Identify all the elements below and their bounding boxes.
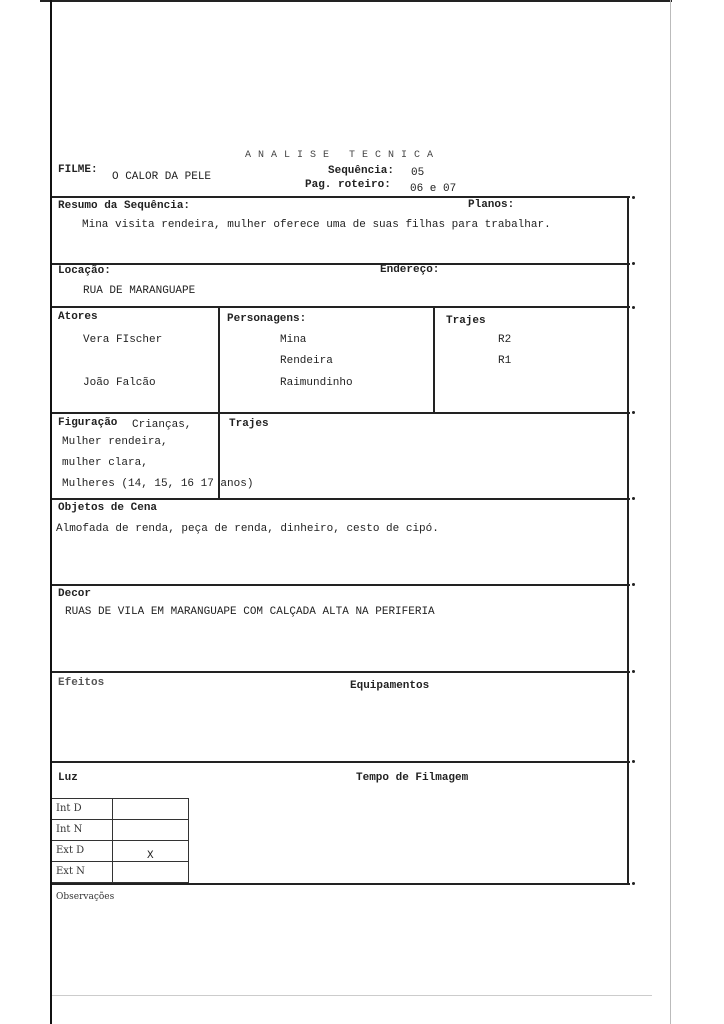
locacao-label: Locação: [58, 265, 111, 277]
decor-label: Decor [58, 588, 92, 600]
rule-objetos-top [52, 498, 630, 500]
personagem-1: Mina [280, 334, 307, 346]
margin-dot [632, 497, 635, 500]
luz-row-mark-3: X [147, 850, 154, 862]
figuracao-line-1: Crianças, [132, 419, 192, 431]
personagem-2: Rendeira [280, 355, 333, 367]
objetos-label: Objetos de Cena [58, 502, 158, 514]
luz-row-label-4: Ext N [56, 866, 85, 877]
endereco-label: Endereço: [380, 264, 440, 276]
luz-table-right [188, 798, 189, 883]
margin-dot [632, 670, 635, 673]
page-bottom-edge [52, 995, 652, 996]
figuracao-line-3: mulher clara, [62, 457, 148, 469]
rule-atores-top [52, 306, 630, 308]
objetos-text: Almofada de renda, peça de renda, dinheiro, cesto de cipó. [56, 523, 439, 535]
rule-form-bottom [52, 883, 630, 885]
luz-row-label-2: Int N [56, 824, 83, 835]
margin-dot [632, 760, 635, 763]
luz-row-label-3: Ext D [56, 845, 85, 856]
margin-dot [632, 583, 635, 586]
page-right-edge [670, 0, 671, 1024]
luz-row-label-1: Int D [56, 803, 82, 814]
planos-label: Planos: [468, 199, 515, 211]
form-title: ANALISE TECNICA [245, 150, 441, 161]
page-left-edge [50, 0, 52, 1024]
luz-table-rule-2 [52, 840, 189, 841]
sequencia-value: 05 [411, 167, 425, 179]
personagem-3: Raimundinho [280, 377, 353, 389]
ator-1: Vera FIscher [83, 334, 163, 346]
rule-figuracao-top [52, 412, 630, 414]
margin-dot [632, 262, 635, 265]
luz-table-bottom [52, 882, 189, 883]
margin-dot [632, 196, 635, 199]
rule-locacao-top [52, 263, 630, 265]
luz-table-mid [112, 798, 113, 883]
page-top-edge [40, 0, 672, 2]
resumo-text: Mina visita rendeira, mulher oferece uma de suas filhas para trabalhar. [82, 219, 551, 231]
form-right-border [627, 196, 629, 885]
luz-table-rule-1 [52, 819, 189, 820]
resumo-label: Resumo da Sequência: [58, 200, 191, 212]
margin-dot [632, 306, 635, 309]
luz-table-top [52, 798, 189, 799]
rule-efeitos-top [52, 671, 630, 673]
margin-dot [632, 411, 635, 414]
traje-2: R1 [498, 355, 512, 367]
atores-divider-1 [218, 306, 220, 498]
figuracao-label: Figuração [58, 417, 118, 429]
efeitos-label: Efeitos [58, 677, 105, 689]
rule-decor-top [52, 584, 630, 586]
pag-roteiro-label: Pag. roteiro: [305, 179, 391, 191]
personagens-label: Personagens: [227, 313, 307, 325]
sequencia-label: Sequência: [328, 165, 395, 177]
rule-luz-top [52, 761, 630, 763]
observacoes-label: Observações [56, 892, 115, 902]
margin-dot [632, 882, 635, 885]
luz-label: Luz [58, 772, 78, 784]
equipamentos-label: Equipamentos [350, 680, 430, 692]
filme-value: O CALOR DA PELE [112, 171, 212, 183]
pag-roteiro-value: 06 e 07 [410, 183, 457, 195]
luz-table-rule-3 [52, 861, 189, 862]
figuracao-line-2: Mulher rendeira, [62, 436, 168, 448]
atores-label: Atores [58, 311, 98, 323]
decor-text: RUAS DE VILA EM MARANGUAPE COM CALÇADA ALTA NA PERIFERIA [65, 606, 435, 618]
tempo-filmagem-label: Tempo de Filmagem [356, 772, 469, 784]
ator-3: João Falcão [83, 377, 156, 389]
filme-label: FILME: [58, 164, 98, 176]
figuracao-line-4: Mulheres (14, 15, 16 17 anos) [62, 478, 254, 490]
figuracao-trajes-label: Trajes [229, 418, 269, 430]
locacao-value: RUA DE MARANGUAPE [83, 285, 196, 297]
traje-1: R2 [498, 334, 512, 346]
trajes-label: Trajes [446, 315, 486, 327]
atores-divider-2 [433, 306, 435, 412]
rule-resumo-top [52, 196, 630, 198]
